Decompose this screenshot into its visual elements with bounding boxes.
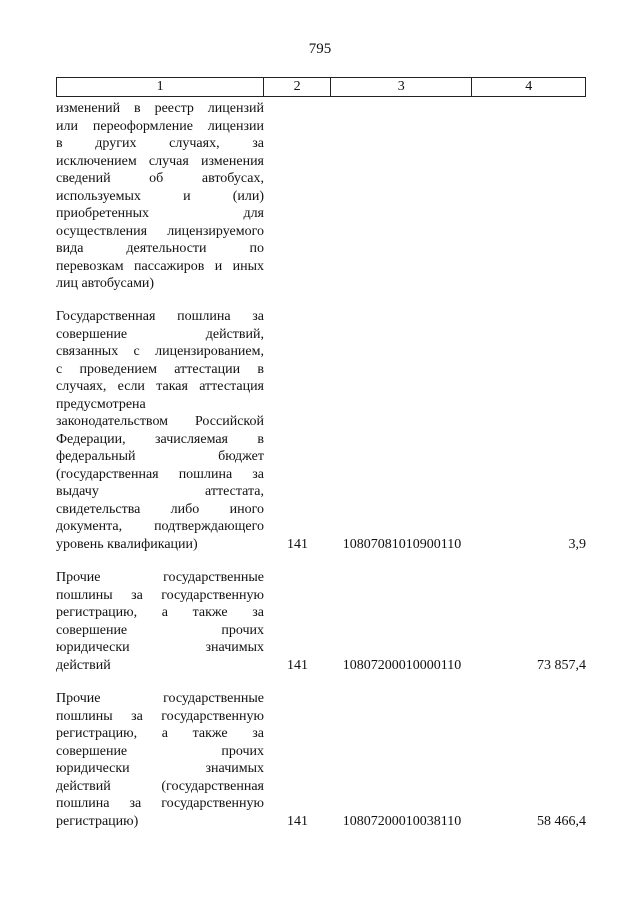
- row-description: [56, 690, 264, 830]
- table-row: [56, 690, 586, 830]
- row-description: [56, 569, 264, 674]
- description-line: Государственная пошлина за: [56, 309, 264, 324]
- description-line: в других случаях, за: [56, 136, 264, 151]
- description-line: Федерации, зачисляемая в: [56, 431, 264, 447]
- description-line: уровень квалификации): [56, 536, 198, 552]
- description-line: действий: [56, 657, 111, 673]
- kbk-code: 10807200010038110: [342, 813, 462, 829]
- description-line: законодательством Российской: [56, 414, 264, 429]
- description-line: приобретенных для: [56, 206, 264, 221]
- page-number: 795: [308, 41, 332, 57]
- description-line: пошлины за государственную: [56, 708, 264, 724]
- description-line: Прочие государственные: [56, 691, 264, 706]
- table-row: [56, 569, 586, 674]
- admin-code: 141: [287, 813, 308, 829]
- amount-value: 3,9: [568, 536, 586, 552]
- amount-value: 58 466,4: [537, 813, 586, 829]
- column-header-1: 1: [57, 78, 264, 96]
- table-row: [56, 308, 586, 553]
- table-row: [56, 100, 586, 293]
- admin-code: 141: [287, 657, 308, 673]
- description-line: предусмотрена: [56, 396, 146, 412]
- description-line: случаях, если такая аттестация: [56, 379, 264, 394]
- kbk-code: 10807081010900110: [342, 536, 462, 552]
- description-line: связанных с лицензированием,: [56, 344, 264, 359]
- description-line: действий (государственная: [56, 778, 264, 794]
- table-header: [56, 77, 586, 97]
- description-line: регистрацию, а также за: [56, 726, 264, 741]
- description-line: регистрацию, а также за: [56, 605, 264, 620]
- description-line: пошлина за государственную: [56, 796, 264, 811]
- column-header-2: 2: [264, 78, 331, 96]
- description-line: юридически значимых: [56, 640, 264, 655]
- description-line: используемых и (или): [56, 188, 264, 204]
- description-line: совершение прочих: [56, 622, 264, 638]
- description-line: совершение действий,: [56, 326, 264, 342]
- description-line: совершение прочих: [56, 743, 264, 759]
- description-line: осуществления лицензируемого: [56, 223, 264, 239]
- description-line: юридически значимых: [56, 761, 264, 776]
- column-header-3: 3: [331, 78, 472, 96]
- description-line: с проведением аттестации в: [56, 361, 264, 377]
- description-line: документа, подтверждающего: [56, 519, 264, 534]
- description-line: лиц автобусами): [56, 276, 155, 291]
- description-line: сведений об автобусах,: [56, 171, 264, 186]
- admin-code: 141: [287, 536, 308, 552]
- description-line: вида деятельности по: [56, 241, 264, 256]
- column-header-4: 4: [525, 79, 533, 94]
- row-description: [56, 100, 264, 293]
- description-line: Прочие государственные: [56, 570, 264, 585]
- description-line: регистрацию): [56, 813, 139, 829]
- description-line: перевозкам пассажиров и иных: [56, 258, 264, 274]
- description-line: выдачу аттестата,: [56, 484, 264, 499]
- description-line: свидетельства либо иного: [56, 501, 264, 517]
- description-line: изменений в реестр лицензий: [56, 101, 264, 116]
- kbk-code: 10807200010000110: [342, 657, 462, 673]
- amount-value: 73 857,4: [537, 657, 586, 673]
- description-line: (государственная пошлина за: [56, 466, 264, 482]
- description-line: или переоформление лицензии: [56, 118, 264, 134]
- row-description: [56, 308, 264, 553]
- description-line: исключением случая изменения: [56, 153, 264, 169]
- description-line: пошлины за государственную: [56, 587, 264, 603]
- description-line: федеральный бюджет: [56, 449, 264, 464]
